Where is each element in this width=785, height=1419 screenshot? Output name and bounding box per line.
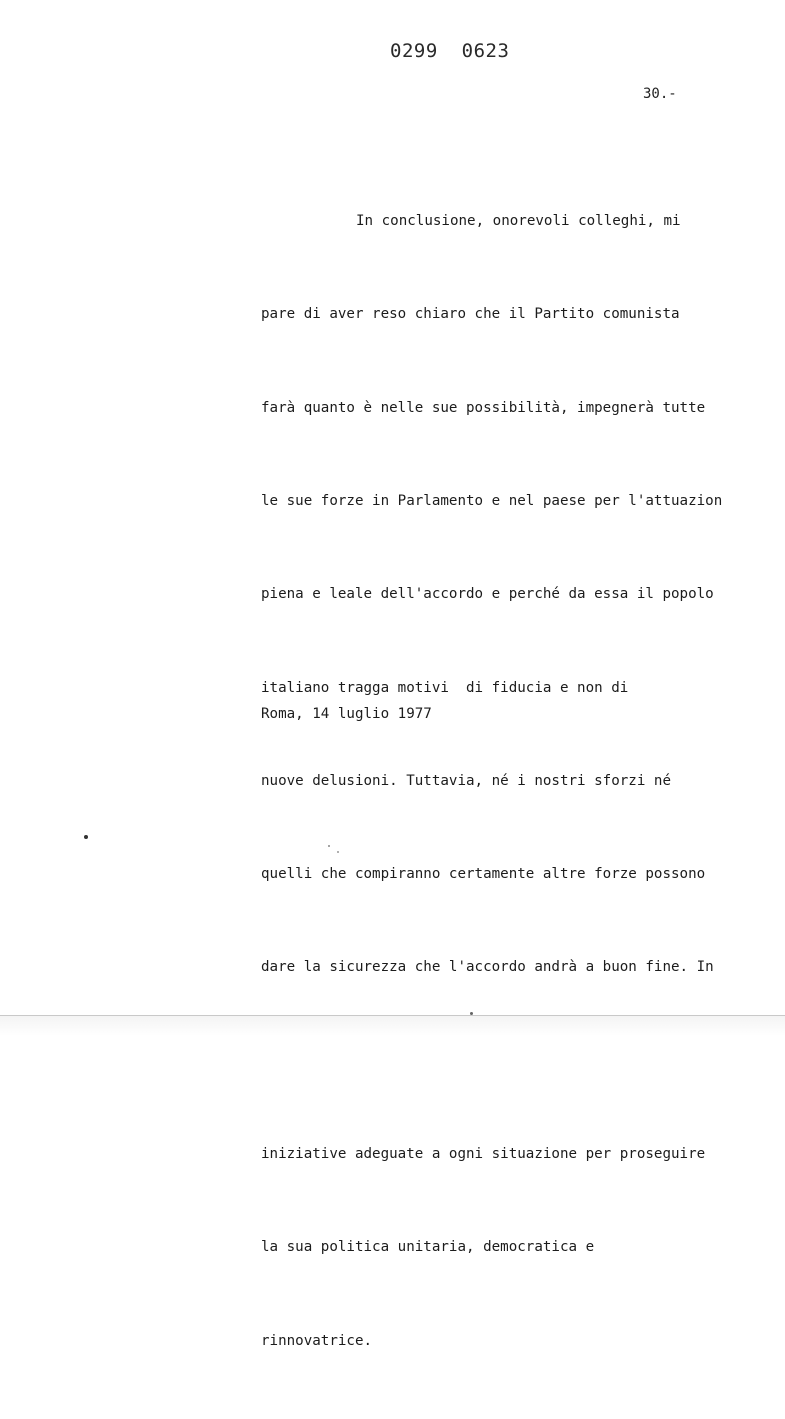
body-line: piena e leale dell'accordo e perché da essa il popolo <box>261 586 714 603</box>
page-number: 30.- <box>643 86 677 102</box>
body-line: farà quanto è nelle sue possibilità, impegnerà tutte <box>261 399 706 416</box>
body-line: dare la sicurezza che l'accordo andrà a buon fine. In <box>261 959 714 976</box>
body-line: rinnovatrice. <box>261 1332 373 1349</box>
ink-speck <box>337 851 339 853</box>
body-line: quelli che compiranno certamente altre forze possono <box>261 866 706 883</box>
body-text <box>261 144 785 1419</box>
page-edge-shadow <box>0 1016 785 1080</box>
body-line: In conclusione, onorevoli colleghi, mi <box>356 213 681 230</box>
ink-speck <box>84 835 88 839</box>
body-line: italiano tragga motivi di fiducia e non di <box>261 679 629 696</box>
body-line: le sue forze in Parlamento e nel paese per l'attuazion <box>261 493 723 510</box>
body-line: iniziative adeguate a ogni situazione per proseguire <box>261 1146 706 1162</box>
archive-number: 0299 0623 <box>390 40 510 62</box>
place-date-line: Roma, 14 luglio 1977 <box>261 706 432 722</box>
ink-speck <box>328 845 330 847</box>
body-line: pare di aver reso chiaro che il Partito comunista <box>261 306 680 323</box>
body-line: nuove delusioni. Tuttavia, né i nostri sforzi né <box>261 772 671 789</box>
body-line: la sua politica unitaria, democratica e <box>261 1239 595 1256</box>
